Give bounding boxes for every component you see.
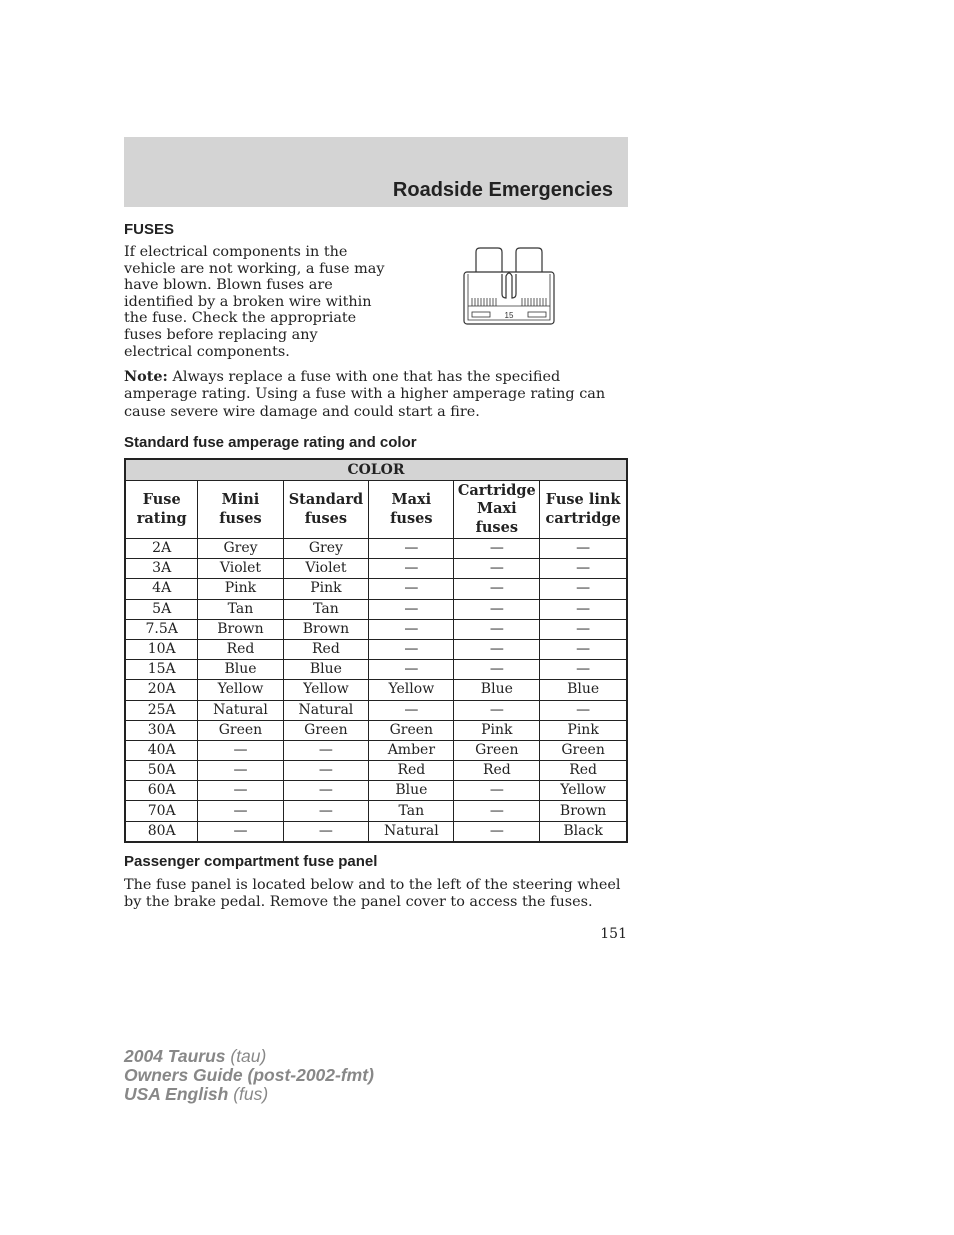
table-cell: — [369,619,454,639]
table-cell: — [454,579,540,599]
table-cell: Pink [540,720,627,740]
footer-model-code: (tau) [225,1046,267,1066]
table-cell: 40A [125,740,198,760]
table-cell: Pink [198,579,283,599]
table-cell: Red [454,761,540,781]
table-cell: — [369,579,454,599]
table-cell: — [454,559,540,579]
table-cell: Grey [198,539,283,559]
table-cell: Brown [283,619,369,639]
header-band [124,137,628,207]
table-cell: — [454,781,540,801]
table-row [125,619,627,639]
table-row [125,559,627,579]
table-cell: Blue [540,680,627,700]
table-cell: 10A [125,639,198,659]
column-header: Maxi fuses [369,481,454,539]
table-cell: Brown [540,801,627,821]
table-cell: 50A [125,761,198,781]
table-cell: 3A [125,559,198,579]
table-cell: Yellow [540,781,627,801]
table-cell: Green [283,720,369,740]
column-header: Standard fuses [283,481,369,539]
note-text: Always replace a fuse with one that has the specified amperage rating. Using a fuse with a higher amperage rating can cause severe wire damage and could start a fire. [124,369,606,420]
table-cell: Yellow [198,680,283,700]
footer [124,1047,374,1104]
footer-language: USA English [124,1084,229,1104]
table-cell: Violet [283,559,369,579]
table-cell: — [369,639,454,659]
table-cell: Natural [369,821,454,842]
panel-paragraph: The fuse panel is located below and to the left of the steering wheel by the brake pedal. Remove the panel cover to access the fuses. [124,877,621,910]
table-cell: 7.5A [125,619,198,639]
note-label: Note: [124,368,168,385]
table-cell: — [454,660,540,680]
table-cell: Tan [283,599,369,619]
footer-language-code: (fus) [228,1084,269,1104]
table-cell: — [198,801,283,821]
table-cell: Grey [283,539,369,559]
note-paragraph [124,368,628,421]
column-header: Fuse link cartridge [540,481,627,539]
table-cell: — [454,539,540,559]
table-cell: Natural [283,700,369,720]
table-cell: — [540,579,627,599]
table-cell: Blue [454,680,540,700]
footer-line-3 [124,1085,374,1104]
table-cell: 30A [125,720,198,740]
table-cell: — [283,761,369,781]
fuse-color-table [124,458,628,843]
footer-line-1 [124,1047,374,1066]
table-row [125,539,627,559]
table-cell: Red [283,639,369,659]
table-cell: 15A [125,660,198,680]
table-cell: Red [198,639,283,659]
table-heading: Standard fuse amperage rating and color [124,434,417,451]
footer-model: 2004 Taurus [124,1046,226,1066]
table-cell: — [454,619,540,639]
table-cell: Brown [198,619,283,639]
table-cell: 5A [125,599,198,619]
color-group-header: COLOR [125,459,627,481]
table-cell: Red [540,761,627,781]
table-row [125,740,627,760]
table-cell: — [454,599,540,619]
table-cell: — [369,559,454,579]
page-number: 151 [600,926,627,942]
table-cell: — [283,821,369,842]
table-cell: Tan [369,801,454,821]
table-cell: — [198,740,283,760]
table-cell: Blue [369,781,454,801]
table-cell: — [540,639,627,659]
table-cell: 60A [125,781,198,801]
column-header: Fuse rating [125,481,198,539]
table-cell: — [540,700,627,720]
table-cell: Blue [198,660,283,680]
table-row [125,599,627,619]
table-cell: — [283,740,369,760]
table-cell: Green [369,720,454,740]
table-row [125,821,627,842]
table-cell: Black [540,821,627,842]
table-row [125,579,627,599]
table-body [125,539,627,842]
table-row [125,680,627,700]
table-cell: — [369,660,454,680]
column-header: Mini fuses [198,481,283,539]
table-cell: Pink [283,579,369,599]
table-cell: — [540,559,627,579]
table-row [125,720,627,740]
table-cell: Amber [369,740,454,760]
table-cell: 25A [125,700,198,720]
table-row [125,761,627,781]
table-cell: Yellow [283,680,369,700]
table-cell: — [369,700,454,720]
table-cell: — [454,801,540,821]
table-cell: Yellow [369,680,454,700]
table-row [125,700,627,720]
table-cell: Red [369,761,454,781]
table-cell: — [540,619,627,639]
table-cell: Tan [198,599,283,619]
table-cell: — [369,599,454,619]
table-cell: 2A [125,539,198,559]
table-row [125,801,627,821]
footer-guide: Owners Guide (post-2002-fmt) [124,1065,374,1085]
fuse-rating-label: 15 [504,311,514,320]
table-cell: — [454,821,540,842]
table-cell: Green [454,740,540,760]
table-cell: — [454,639,540,659]
table-cell: — [540,660,627,680]
table-cell: Violet [198,559,283,579]
panel-heading: Passenger compartment fuse panel [124,853,378,870]
table-cell: 70A [125,801,198,821]
table-cell: — [198,821,283,842]
table-row [125,639,627,659]
table-cell: 20A [125,680,198,700]
mini-fuse-icon [462,246,556,326]
table-cell: — [540,599,627,619]
table-cell: — [540,539,627,559]
footer-line-2 [124,1066,374,1085]
table-cell: Natural [198,700,283,720]
table-cell: Green [540,740,627,760]
table-row [125,660,627,680]
table-cell: Pink [454,720,540,740]
table-cell: 4A [125,579,198,599]
table-cell: — [198,761,283,781]
table-row [125,781,627,801]
table-cell: — [454,700,540,720]
fuse-illustration [462,246,556,326]
table-cell: 80A [125,821,198,842]
table-cell: Green [198,720,283,740]
page-title: Roadside Emergencies [392,179,613,201]
table-cell: — [198,781,283,801]
table-cell: — [369,539,454,559]
table-cell: — [283,781,369,801]
table-cell: — [283,801,369,821]
table-cell: Blue [283,660,369,680]
column-header: Cartridge Maxi fuses [454,481,540,539]
fuses-heading: FUSES [124,221,175,238]
fuses-intro: If electrical components in the vehicle are not working, a fuse may have blown. Blown fuses are identified by a broken wire within the fuse. Check the appropriate fuses before replacing any electrical components. [124,244,385,360]
